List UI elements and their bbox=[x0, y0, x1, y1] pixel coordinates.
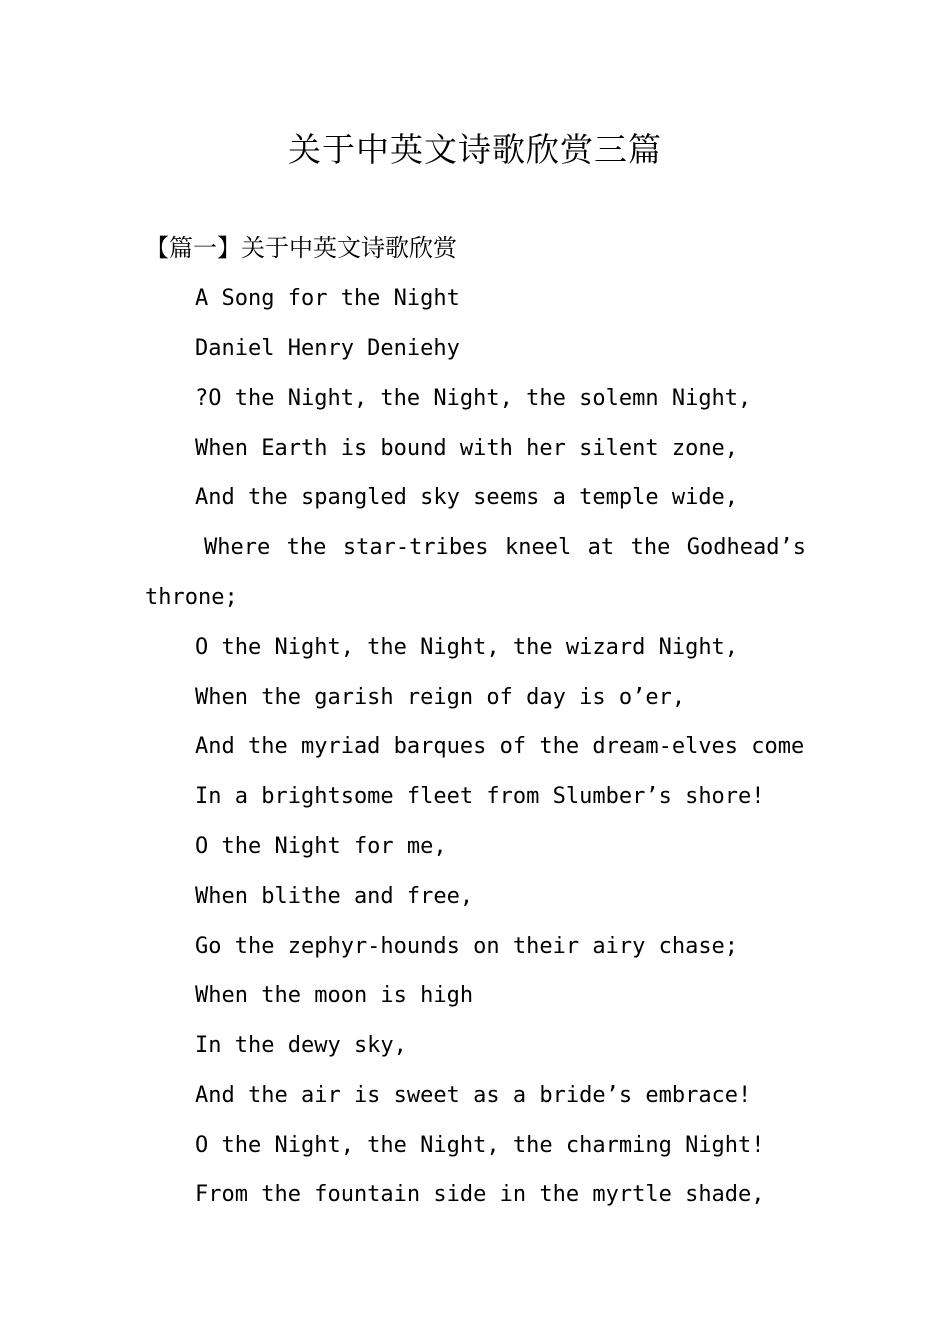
poem-line: Go the zephyr-hounds on their airy chase; bbox=[195, 934, 739, 959]
poem-line: O the Night, the Night, the charming Night! bbox=[195, 1133, 765, 1158]
poem-author-line: Daniel Henry Deniehy bbox=[195, 336, 460, 361]
poem-line-continuation: throne; bbox=[145, 585, 238, 610]
document-title: 关于中英文诗歌欣赏三篇 bbox=[288, 130, 662, 169]
poem-line: When the garish reign of day is o’er, bbox=[195, 685, 686, 710]
poem-line: O the Night for me, bbox=[195, 834, 447, 859]
poem-title-line: A Song for the Night bbox=[195, 286, 460, 311]
poem-line: When Earth is bound with her silent zone, bbox=[195, 436, 739, 461]
poem-line: And the air is sweet as a bride’s embrace! bbox=[195, 1083, 752, 1108]
poem-line: Where the star-tribes kneel at the Godhead’s bbox=[204, 535, 806, 560]
poem-line: When the moon is high bbox=[195, 983, 474, 1008]
poem-line: When blithe and free, bbox=[195, 884, 474, 909]
poem-line: O the Night, the Night, the wizard Night, bbox=[195, 635, 739, 660]
poem-line: In the dewy sky, bbox=[195, 1033, 407, 1058]
poem-line: In a brightsome fleet from Slumber’s shore! bbox=[195, 784, 765, 809]
section-heading: 【篇一】关于中英文诗歌欣赏 bbox=[145, 234, 457, 262]
poem-line: And the myriad barques of the dream-elves come bbox=[195, 734, 805, 759]
poem-line: ?O the Night, the Night, the solemn Night, bbox=[195, 386, 752, 411]
poem-line: And the spangled sky seems a temple wide, bbox=[195, 485, 739, 510]
poem-line: From the fountain side in the myrtle shade, bbox=[195, 1182, 765, 1207]
